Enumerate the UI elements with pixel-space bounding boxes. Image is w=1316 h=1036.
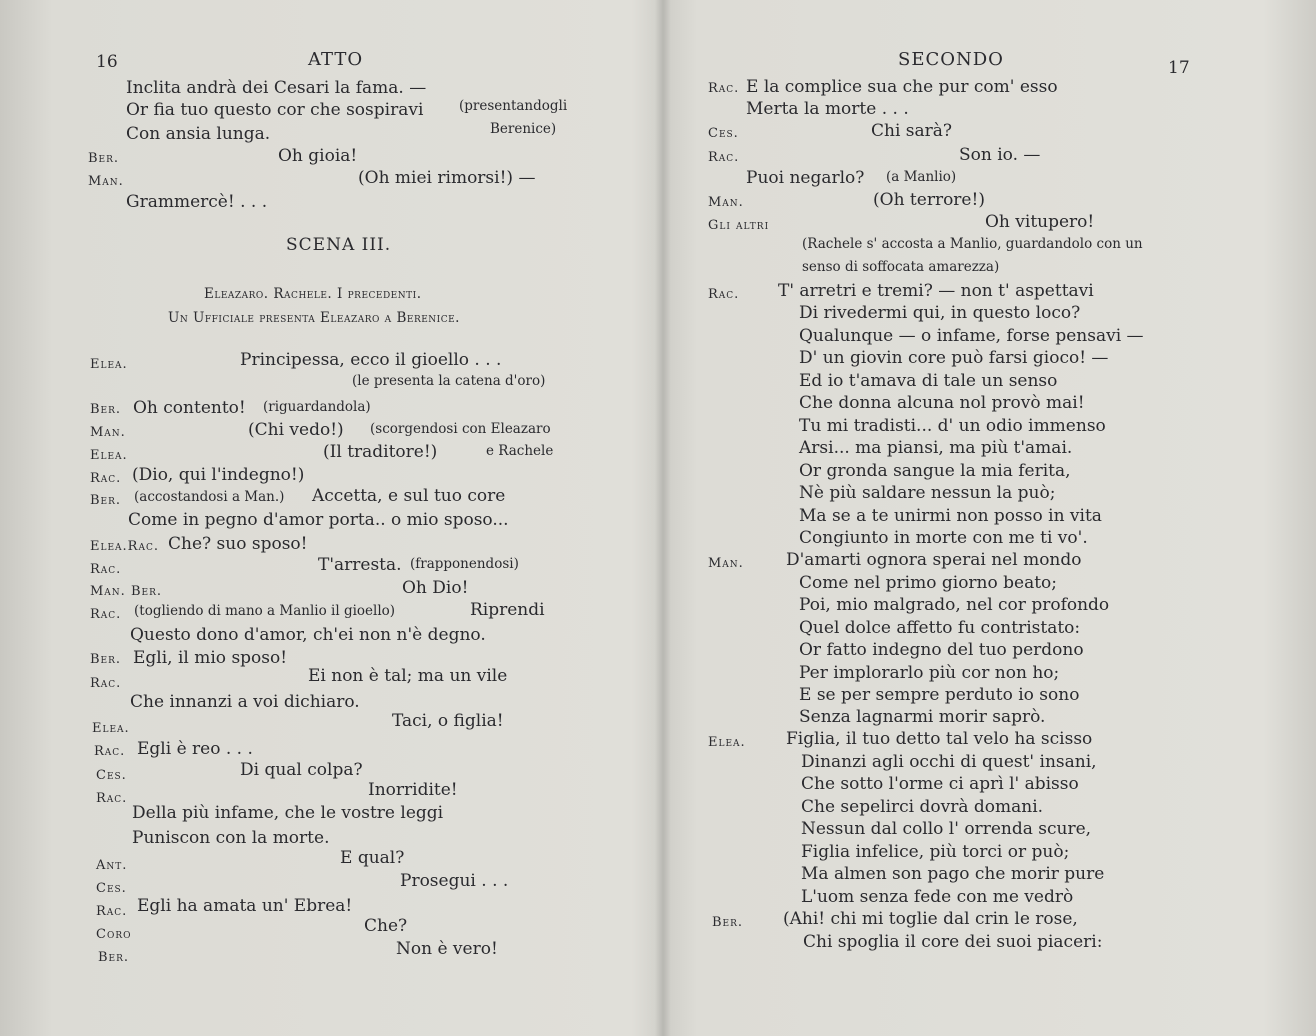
right-page	[662, 0, 1316, 1036]
verse-line: Che innanzi a voi dichiaro.	[130, 692, 360, 712]
verse-line: (Oh terrore!)	[873, 190, 985, 210]
verse-line: T'arresta.	[318, 555, 402, 575]
verse-line: Figlia infelice, più torci or può;	[801, 842, 1070, 862]
verse-line: D'amarti ognora sperai nel mondo	[786, 550, 1082, 570]
stage-direction: (frapponendosi)	[410, 556, 519, 572]
cast-list: Eleazaro. Rachele. I precedenti.	[204, 286, 422, 302]
verse-line: Di qual colpa?	[240, 760, 363, 780]
verse-line: Riprendi	[470, 600, 545, 620]
speaker-label: Elea.	[92, 721, 130, 736]
page-number: 16	[96, 52, 118, 72]
stage-direction: (presentandogli	[459, 98, 568, 114]
verse-line: Puniscon con la morte.	[132, 828, 330, 848]
verse-line: Figlia, il tuo detto tal velo ha scisso	[786, 729, 1093, 749]
verse-line: Ei non è tal; ma un vile	[308, 666, 508, 686]
speaker-label: Rac.	[90, 562, 122, 577]
verse-line: Poi, mio malgrado, nel cor profondo	[799, 595, 1110, 615]
verse-line: Con ansia lunga.	[126, 124, 271, 144]
verse-line: T' arretri e tremi? — non t' aspettavi	[778, 281, 1094, 301]
speaker-label: Man.	[88, 174, 124, 189]
stage-direction: (scorgendosi con Eleazaro	[370, 421, 551, 437]
stage-direction: (riguardandola)	[263, 399, 371, 415]
verse-line: Or fatto indegno del tuo perdono	[799, 640, 1084, 660]
speaker-label: Elea.	[708, 735, 746, 750]
stage-direction: senso di soffocata amarezza)	[802, 259, 1000, 275]
stage-direction: (Rachele s' accosta a Manlio, guardandolo con un	[802, 236, 1143, 252]
speaker-label: Ber.	[98, 950, 130, 965]
speaker-label: Ber.	[90, 652, 122, 667]
verse-line: Nessun dal collo l' orrenda scure,	[801, 819, 1092, 839]
verse-line: L'uom senza fede con me vedrò	[801, 887, 1074, 907]
verse-line: Che sotto l'orme ci aprì l' abisso	[801, 774, 1079, 794]
verse-line: Qualunque — o infame, forse pensavi —	[799, 326, 1144, 346]
verse-line: Non è vero!	[396, 939, 498, 959]
verse-line: Puoi negarlo?	[746, 168, 865, 188]
stage-direction: (le presenta la catena d'oro)	[352, 373, 546, 389]
verse-line: Oh vitupero!	[985, 212, 1095, 232]
scene-title: SCENA III.	[286, 235, 392, 255]
speaker-label: Coro	[96, 927, 132, 942]
verse-line: Che sepelirci dovrà domani.	[801, 797, 1044, 817]
verse-line: Chi spoglia il core dei suoi piaceri:	[803, 932, 1103, 952]
verse-line: E se per sempre perduto io sono	[799, 685, 1080, 705]
speaker-label: Man.	[708, 195, 744, 210]
verse-line: Questo dono d'amor, ch'ei non n'è degno.	[130, 625, 486, 645]
verse-line: Dinanzi agli occhi di quest' insani,	[801, 752, 1097, 772]
stage-direction: (a Manlio)	[886, 169, 957, 185]
verse-line: D' un giovin core può farsi gioco! —	[799, 348, 1109, 368]
verse-line: Nè più saldare nessun la può;	[799, 483, 1056, 503]
verse-line: Che?	[364, 916, 408, 936]
running-head: SECONDO	[898, 49, 1004, 70]
speaker-label: Rac.	[708, 287, 740, 302]
verse-line: Che? suo sposo!	[168, 534, 308, 554]
verse-line: Ma se a te unirmi non posso in vita	[799, 506, 1102, 526]
verse-line: Or fia tuo questo cor che sospiravi	[126, 100, 424, 120]
verse-line: Grammercè! . . .	[126, 192, 268, 212]
verse-line: Merta la morte . . .	[746, 99, 909, 119]
speaker-label: Rac.	[96, 904, 128, 919]
verse-line: Della più infame, che le vostre leggi	[132, 803, 444, 823]
speaker-label: Ber.	[90, 402, 122, 417]
verse-line: (Il traditore!)	[323, 442, 438, 462]
speaker-label: Ant.	[96, 858, 128, 873]
verse-line: Che donna alcuna nol provò mai!	[799, 393, 1085, 413]
verse-line: (Chi vedo!)	[248, 420, 344, 440]
speaker-label: Ber.	[88, 151, 120, 166]
speaker-label: Man.	[90, 425, 126, 440]
verse-line: Come nel primo giorno beato;	[799, 573, 1058, 593]
verse-line: (Oh miei rimorsi!) —	[358, 168, 536, 188]
cast-list: Un Ufficiale presenta Eleazaro a Berenice.	[168, 310, 460, 326]
verse-line: Prosegui . . .	[400, 871, 509, 891]
verse-line: Oh contento!	[133, 398, 246, 418]
speaker-label: Rac.	[90, 676, 122, 691]
speaker-label: Man. Ber.	[90, 584, 162, 599]
verse-line: Oh Dio!	[402, 578, 469, 598]
verse-line: Chi sarà?	[871, 121, 953, 141]
stage-direction: (accostandosi a Man.)	[134, 489, 285, 505]
speaker-label: Elea.	[90, 357, 128, 372]
speaker-label: Gli altri	[708, 218, 770, 233]
verse-line: Or gronda sangue la mia ferita,	[799, 461, 1071, 481]
verse-line: E qual?	[340, 848, 405, 868]
speaker-label: Ces.	[96, 768, 127, 783]
speaker-label: Rac.	[94, 744, 126, 759]
verse-line: Accetta, e sul tuo core	[312, 486, 506, 506]
speaker-label: Man.	[708, 556, 744, 571]
speaker-label: Rac.	[96, 791, 128, 806]
verse-line: Egli è reo . . .	[137, 739, 253, 759]
stage-direction: (togliendo di mano a Manlio il gioello)	[134, 603, 396, 619]
verse-line: Egli ha amata un' Ebrea!	[137, 896, 353, 916]
verse-line: Tu mi tradisti... d' un odio immenso	[799, 416, 1106, 436]
verse-line: Principessa, ecco il gioello . . .	[240, 350, 502, 370]
verse-line: Quel dolce affetto fu contristato:	[799, 618, 1081, 638]
verse-line: Oh gioia!	[278, 146, 358, 166]
speaker-label: Elea.	[90, 448, 128, 463]
verse-line: Inorridite!	[368, 780, 458, 800]
verse-line: Senza lagnarmi morir saprò.	[799, 707, 1046, 727]
speaker-label: Rac.	[708, 150, 740, 165]
speaker-label: Ces.	[708, 126, 739, 141]
speaker-label: Ber.	[90, 493, 122, 508]
stage-direction: e Rachele	[486, 443, 554, 459]
running-head: ATTO	[308, 49, 364, 70]
speaker-label: Elea.Rac.	[90, 539, 159, 554]
stage-direction: Berenice)	[490, 121, 557, 137]
speaker-label: Ber.	[712, 915, 744, 930]
page-number: 17	[1168, 58, 1190, 78]
speaker-label: Rac.	[708, 81, 740, 96]
verse-line: Congiunto in morte con me ti vo'.	[799, 528, 1088, 548]
verse-line: Ma almen son pago che morir pure	[801, 864, 1105, 884]
verse-line: Arsi... ma piansi, ma più t'amai.	[799, 438, 1073, 458]
verse-line: Per implorarlo più cor non ho;	[799, 663, 1060, 683]
speaker-label: Rac.	[90, 607, 122, 622]
verse-line: Ed io t'amava di tale un senso	[799, 371, 1058, 391]
verse-line: E la complice sua che pur com' esso	[746, 77, 1058, 97]
speaker-label: Rac.	[90, 471, 122, 486]
verse-line: Come in pegno d'amor porta.. o mio sposo...	[128, 510, 509, 530]
verse-line: (Dio, qui l'indegno!)	[132, 465, 305, 485]
verse-line: Inclita andrà dei Cesari la fama. —	[126, 78, 427, 98]
speaker-label: Ces.	[96, 881, 127, 896]
verse-line: Di rivedermi qui, in questo loco?	[799, 303, 1081, 323]
verse-line: (Ahi! chi mi toglie dal crin le rose,	[783, 909, 1078, 929]
verse-line: Son io. —	[959, 145, 1041, 165]
verse-line: Egli, il mio sposo!	[133, 648, 288, 668]
verse-line: Taci, o figlia!	[392, 711, 504, 731]
